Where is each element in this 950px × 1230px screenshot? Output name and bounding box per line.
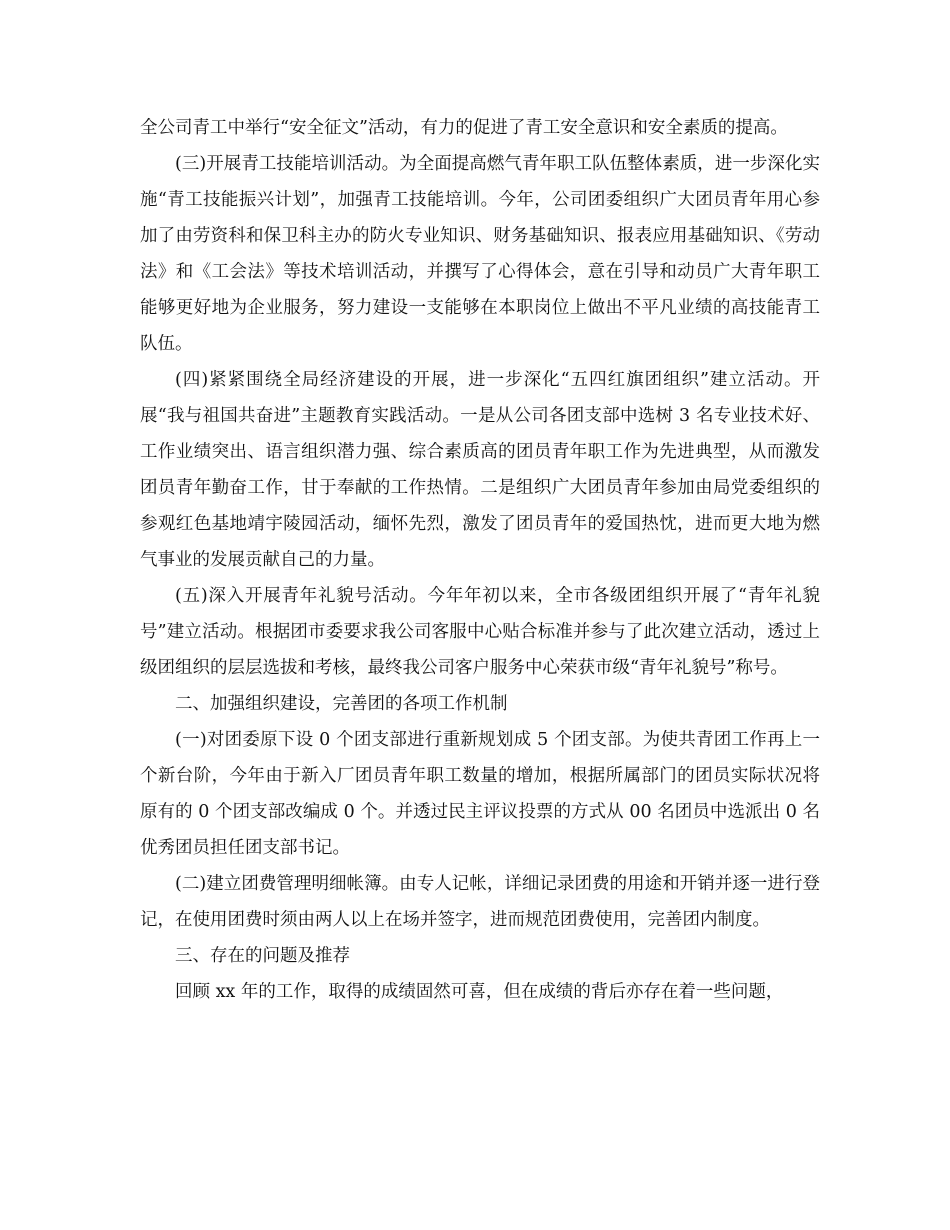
paragraph-youth-courtesy: (五)深入开展青年礼貌号活动。今年年初以来，全市各级团组织开展了“青年礼貌号”建立活动。根据团市委要求我公司客服中心贴合标准并参与了此次建立活动，透过上级团组织的层层选拔和考核，最终我公司客户服务中心荣获市级“青年礼貌号”称号。 xyxy=(140,586,820,678)
paragraph-review: 回顾 xx 年的工作，取得的成绩固然可喜，但在成绩的背后亦存在着一些问题， xyxy=(175,982,784,1002)
section-heading-organization: 二、加强组织建设，完善团的各项工作机制 xyxy=(175,694,508,714)
document-body xyxy=(140,110,820,1010)
paragraph-dues-ledger: (二)建立团费管理明细帐簿。由专人记帐，详细记录团费的用途和开销并逐一进行登记，在使用团费时须由两人以上在场并签字，进而规范团费使用，完善团内制度。 xyxy=(140,874,820,930)
paragraph-skills-training: (三)开展青工技能培训活动。为全面提高燃气青年职工队伍整体素质，进一步深化实施“青工技能振兴计划”，加强青工技能培训。今年，公司团委组织广大团员青年用心参加了由劳资科和保卫科主办的防火专业知识、财务基础知识、报表应用基础知识、《劳动法》和《工会法》等技术培训活动，并撰写了心得体会，意在引导和动员广大青年职工能够更好地为企业服务，努力建设一支能够在本职岗位上做出不平凡业绩的高技能青工队伍。 xyxy=(140,154,820,354)
paragraph-red-flag-organization: (四)紧紧围绕全局经济建设的开展，进一步深化“五四红旗团组织”建立活动。开展“我与祖国共奋进”主题教育实践活动。一是从公司各团支部中选树 3 名专业技术好、工作业绩突出、语言组织潜力强、综合素质高的团员青年职工作为先进典型，从而激发团员青年勤奋工作，甘于奉献的工作热情。二是组织广大团员青年参加由局党委组织的参观红色基地靖宇陵园活动，缅怀先烈，激发了团员青年的爱国热忱，进而更大地为燃气事业的发展贡献自己的力量。 xyxy=(140,370,820,570)
paragraph-branch-restructure: (一)对团委原下设 0 个团支部进行重新规划成 5 个团支部。为使共青团工作再上一个新台阶，今年由于新入厂团员青年职工数量的增加，根据所属部门的团员实际状况将原有的 0 个团支部改编成 0 个。并透过民主评议投票的方式从 00 名团员中选派出 0 名优秀团员担任团支部书记。 xyxy=(140,730,820,858)
paragraph-intro: 全公司青工中举行“安全征文”活动，有力的促进了青工安全意识和安全素质的提高。 xyxy=(140,118,788,138)
section-heading-problems: 三、存在的问题及推荐 xyxy=(175,946,350,966)
